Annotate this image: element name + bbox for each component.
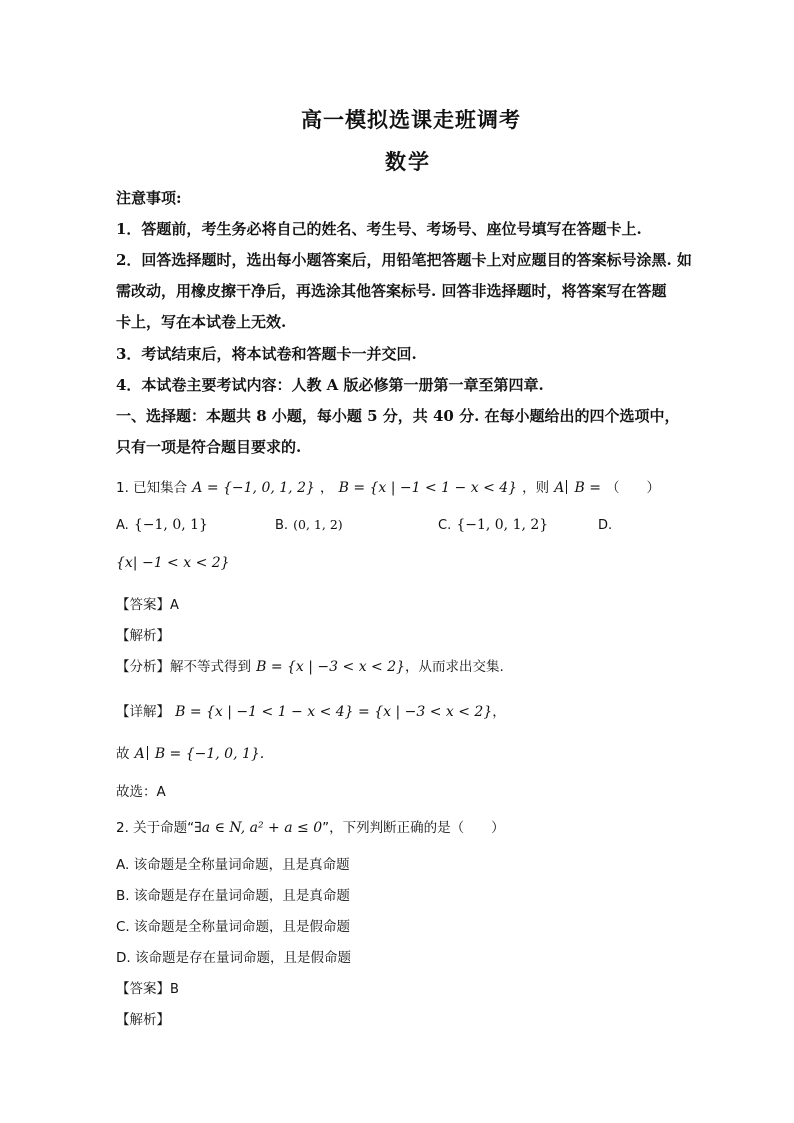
notice-item-1: 1．答题前，考生务必将自己的姓名、考生号、考场号、座位号填写在答题卡上. — [116, 220, 642, 238]
q1-option-a-label: A. — [116, 518, 129, 533]
q1-fenxi — [116, 655, 504, 675]
q1-ask-right: B = — [574, 480, 601, 496]
q1-xiangjie-math: B = {x | −1 < 1 − x < 4} = {x | −3 < x < 2} — [175, 704, 493, 720]
q2-analysis-label: 【解析】 — [116, 1012, 170, 1028]
q1-gu-right: B = {−1, 0, 1}. — [154, 746, 265, 762]
q1-option-c-value: {−1, 0, 1, 2} — [456, 517, 549, 533]
q1-set-a: A = {−1, 0, 1, 2} — [192, 480, 315, 496]
q1-conclusion — [116, 742, 264, 762]
q1-then: ，则 — [522, 480, 550, 496]
q1-paren: （ ） — [606, 480, 661, 496]
q2-stem-math: ∃a ∈ N, a² + a ≤ 0 — [194, 820, 323, 836]
q1-option-d-value — [116, 555, 230, 571]
q1-xiangjie-label: 【详解】 — [116, 704, 170, 720]
q1-xiangjie-tail: ， — [492, 704, 506, 720]
q1-option-b-value: (0, 1, 2) — [293, 517, 343, 532]
q1-option-c — [438, 514, 548, 533]
notice-item-2-line-2: 需改动，用橡皮擦干净后，再选涂其他答案标号. 回答非选择题时，将答案写在答题 — [116, 282, 667, 300]
notice-item-2-line-3: 卡上，写在本试卷上无效. — [116, 313, 287, 331]
q1-final-choice: 故选：A — [116, 784, 166, 800]
q1-option-b-label: B. — [275, 518, 289, 533]
q1-gu-left: A — [134, 746, 145, 762]
q1-ask-left: A — [554, 480, 565, 496]
q1-option-a-value: {−1, 0, 1} — [133, 517, 208, 533]
intersection-symbol-icon — [147, 746, 148, 760]
q1-option-d-label: D. — [598, 518, 613, 533]
q1-fenxi-text-1: 解不等式得到 — [170, 659, 251, 675]
notice-item-2-line-1: 2．回答选择题时，选出每小题答案后，用铅笔把答题卡上对应题目的答案标号涂黑. 如 — [116, 251, 692, 269]
q1-analysis-label: 【解析】 — [116, 628, 170, 644]
notice-heading: 注意事项: — [116, 189, 182, 207]
section-heading-line-1: 一、选择题：本题共 8 小题，每小题 5 分，共 40 分. 在每小题给出的四个选项中， — [116, 407, 680, 425]
q1-xiangjie — [116, 700, 506, 720]
q1-option-c-label: C. — [438, 518, 452, 533]
q1-option-d-math: {x| −1 < x < 2} — [116, 555, 230, 571]
q2-option-d: D. 该命题是存在量词命题，且是假命题 — [116, 950, 351, 966]
q1-option-d — [598, 514, 612, 533]
exam-subject: 数学 — [385, 149, 431, 174]
q1-fenxi-text-2: ，从而求出交集. — [405, 659, 504, 675]
q1-prefix: 1. 已知集合 — [116, 480, 188, 496]
q1-fenxi-math: B = {x | −3 < x < 2} — [256, 659, 406, 675]
question-2-stem — [116, 816, 505, 836]
notice-item-4: 4．本试卷主要考试内容：人教 A 版必修第一册第一章至第四章. — [116, 376, 544, 394]
q2-answer — [116, 977, 179, 997]
q1-answer — [116, 593, 179, 613]
exam-title: 高一模拟选课走班调考 — [301, 107, 521, 132]
section-heading-line-2: 只有一项是符合题目要求的. — [116, 438, 302, 456]
q1-gu-text: 故 — [116, 746, 130, 762]
q1-answer-label: 【答案】 — [116, 597, 170, 613]
notice-item-3: 3．考试结束后，将本试卷和答题卡一并交回. — [116, 345, 417, 363]
q2-option-a: A. 该命题是全称量词命题，且是真命题 — [116, 857, 350, 873]
q2-stem-prefix: 2. 关于命题“ — [116, 820, 195, 836]
q1-option-b — [275, 514, 343, 533]
intersection-symbol-icon — [566, 480, 567, 494]
q2-stem-suffix: ”，下列判断正确的是（ ） — [322, 820, 505, 836]
q2-option-b: B. 该命题是存在量词命题，且是真命题 — [116, 888, 350, 904]
q2-option-c: C. 该命题是全称量词命题，且是假命题 — [116, 919, 351, 935]
q1-answer-value: A — [170, 598, 179, 613]
q1-comma: ， — [319, 480, 334, 496]
q2-answer-label: 【答案】 — [116, 981, 170, 997]
question-1-stem — [116, 476, 660, 496]
q2-answer-value: B — [170, 982, 179, 997]
q1-fenxi-label: 【分析】 — [116, 659, 170, 675]
q1-option-a — [116, 514, 208, 533]
q1-set-b: B = {x | −1 < 1 − x < 4} — [338, 480, 518, 496]
